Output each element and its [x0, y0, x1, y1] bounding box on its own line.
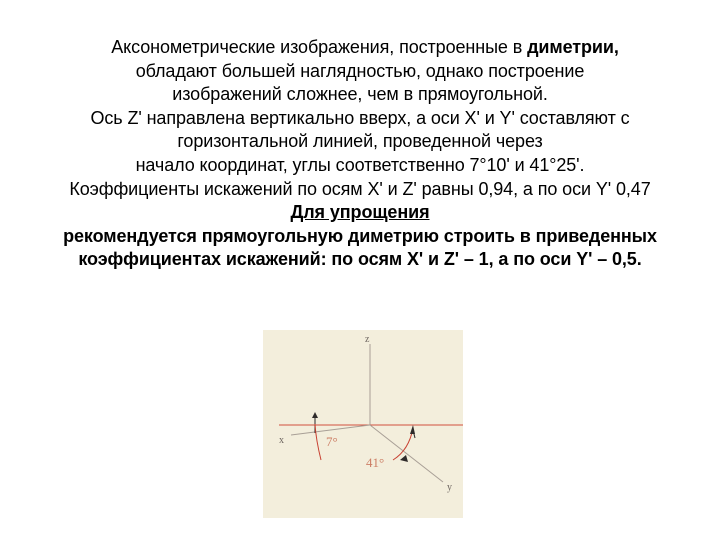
text-line-8: [0, 201, 720, 225]
axes-diagram: [263, 330, 463, 518]
text-line-6: начало координат, углы соответственно 7°10' и 41°25'.: [135, 154, 585, 175]
text-line-4: Ось Z' направлена вертикально вверх, а оси X' и Y' составляют с: [90, 107, 630, 128]
figure-background: [263, 330, 463, 518]
text-line-2: обладают большей наглядностью, однако построение: [135, 60, 585, 81]
text-segment: Аксонометрические изображения, построенные в: [111, 37, 528, 57]
text-line-3: изображений сложнее, чем в прямоугольной.: [172, 84, 548, 105]
text-segment-bold-underline: Для упрощения: [290, 202, 430, 223]
y-angle-label: 41°: [366, 455, 385, 470]
text-line-9: рекомендуется прямоугольную диметрию строить в приведенных: [63, 225, 657, 246]
x-angle-label: 7°: [326, 434, 338, 449]
z-axis-label: z: [365, 334, 370, 345]
text-line-7: Коэффициенты искажений по осям X' и Z' равны 0,94, а по оси Y' 0,47: [69, 178, 651, 199]
text-line-10: коэффициентах искажений: по осям X' и Z' – 1, а по оси Y' – 0,5.: [78, 249, 642, 270]
x-axis-label: x: [279, 435, 284, 446]
text-segment-bold: диметрии,: [527, 37, 619, 57]
text-line-1: [0, 36, 720, 60]
y-axis-label: y: [447, 482, 452, 493]
dimetric-axes-figure: [263, 330, 463, 518]
slide-text: [0, 36, 720, 272]
text-line-5: горизонтальной линией, проведенной через: [177, 131, 543, 152]
